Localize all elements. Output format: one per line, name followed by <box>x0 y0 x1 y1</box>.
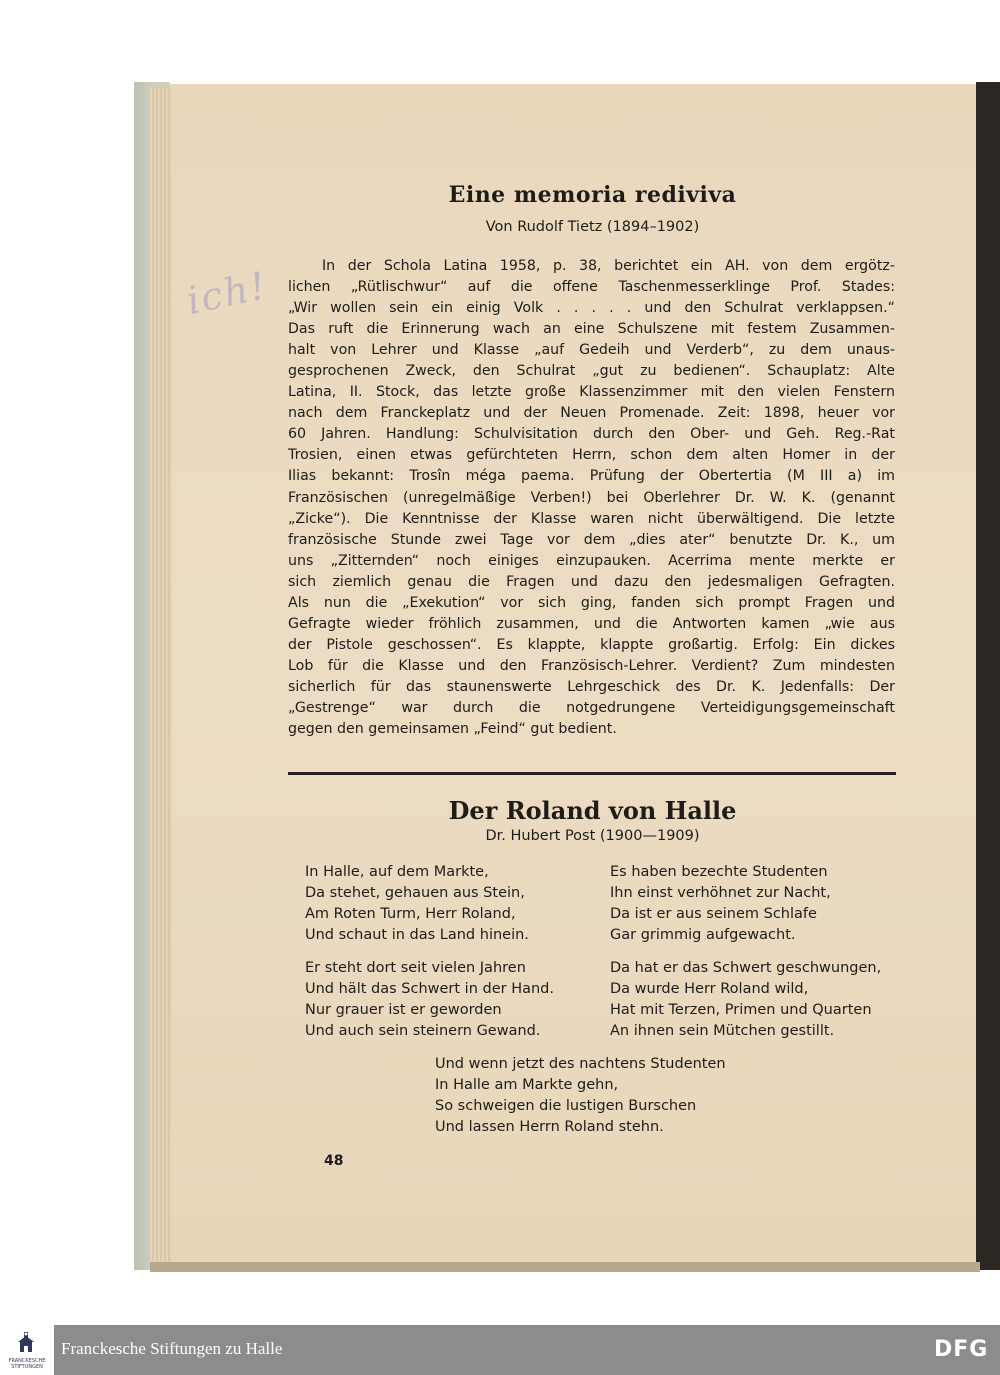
logo-caption: FRANCKESCHE STIFTUNGEN <box>8 1358 46 1370</box>
body-line: Gefragte wieder fröhlich zusammen, und die Antworten kamen „wie aus <box>288 615 895 632</box>
poem-line: Und auch sein steinern Gewand. <box>305 1023 541 1039</box>
body-line: „Gestrenge“ war durch die notgedrungene Verteidigungsgemeinschaft <box>288 699 895 716</box>
poem-line: Gar grimmig aufgewacht. <box>610 927 796 943</box>
body-line: gegen den gemeinsamen „Feind“ gut bedient. <box>288 721 617 738</box>
poem-line: Da wurde Herr Roland wild, <box>610 981 809 997</box>
poem-stanza-4 <box>610 958 881 1042</box>
body-line: halt von Lehrer und Klasse „auf Gedeih und Verderb“, zu dem unaus- <box>288 342 895 359</box>
orphanage-emblem-icon <box>12 1330 40 1356</box>
poem-line: Nur grauer ist er geworden <box>305 1002 502 1018</box>
poem-line: In Halle am Markte gehn, <box>435 1077 619 1093</box>
body-line: 60 Jahren. Handlung: Schulvisitation durch den Ober- und Geh. Reg.-Rat <box>288 426 895 443</box>
poem-line: In Halle, auf dem Markte, <box>305 864 489 880</box>
body-line: Französischen (unregelmäßige Verben!) bei Oberlehrer Dr. W. K. (genannt <box>288 489 895 506</box>
poem-line: Da ist er aus seinem Schlafe <box>610 906 817 922</box>
poem-line: Hat mit Terzen, Primen und Quarten <box>610 1002 872 1018</box>
poem-line: Und hält das Schwert in der Hand. <box>305 981 554 997</box>
section-divider <box>288 772 896 775</box>
poem-line: Da stehet, gehauen aus Stein, <box>305 885 525 901</box>
poem-stanza-5 <box>435 1054 726 1138</box>
poem-title: Der Roland von Halle <box>448 796 737 825</box>
poem-stanza-3 <box>305 958 554 1042</box>
body-line: Lob für die Klasse und den Französisch-Lehrer. Verdient? Zum mindesten <box>288 657 895 674</box>
body-line: „Zicke“). Die Kenntnisse der Klasse waren nicht überwältigend. Die letzte <box>288 510 895 527</box>
poem-line: Es haben bezechte Studenten <box>610 864 828 880</box>
body-line: sich ziemlich genau die Fragen und dazu den jedesmaligen Gefragten. <box>288 573 895 590</box>
article-title: Eine memoria rediviva <box>448 182 737 208</box>
poem-line: Und wenn jetzt des nachtens Studenten <box>435 1056 726 1072</box>
institution-logo[interactable] <box>0 1325 54 1375</box>
poem-line: An ihnen sein Mütchen gestillt. <box>610 1023 835 1039</box>
body-line: Das ruft die Erinnerung wach an eine Schulszene mit festem Zusammen- <box>288 321 895 338</box>
body-line: Ilias bekannt: Trosîn méga paema. Prüfung der Obertertia (M III a) im <box>288 468 895 485</box>
article-body <box>288 256 895 740</box>
footer-bar <box>0 1325 1000 1375</box>
body-line: Als nun die „Exekution“ vor sich ging, fanden sich prompt Fragen und <box>288 594 895 611</box>
body-line: sicherlich für das staunenswerte Lehrgeschick des Dr. K. Jedenfalls: Der <box>288 678 895 695</box>
body-line: nach dem Franckeplatz und der Neuen Promenade. Zeit: 1898, heuer vor <box>288 405 895 422</box>
poem-byline: Dr. Hubert Post (1900—1909) <box>485 828 700 844</box>
poem-line: Er steht dort seit vielen Jahren <box>305 960 526 976</box>
poem-line: Da hat er das Schwert geschwungen, <box>610 960 882 976</box>
page-stack-edge <box>150 88 172 1268</box>
dfg-logo[interactable]: DFG <box>934 1337 989 1362</box>
body-line: Latina, II. Stock, das letzte große Klassenzimmer mit den vielen Fenstern <box>288 384 895 401</box>
body-line: lichen „Rütlischwur“ auf die offene Taschenmesserklinge Prof. Stades: <box>288 279 895 296</box>
institution-name[interactable]: Franckesche Stiftungen zu Halle <box>61 1339 283 1358</box>
poem-line: Und lassen Herrn Roland stehn. <box>435 1119 664 1135</box>
body-line: gesprochenen Zweck, den Schulrat „gut zu bedienen“. Schauplatz: Alte <box>288 363 895 380</box>
book-gutter <box>976 82 1000 1270</box>
body-line: In der Schola Latina 1958, p. 38, berichtet ein AH. von dem ergötz- <box>322 258 895 274</box>
margin-handwriting: ich! <box>182 263 272 324</box>
body-line: „Wir wollen sein ein einig Volk . . . . . und den Schulrat verklappsen.“ <box>288 300 895 317</box>
poem-line: Am Roten Turm, Herr Roland, <box>305 906 516 922</box>
poem-line: Ihn einst verhöhnet zur Nacht, <box>610 885 831 901</box>
body-line: der Pistole geschossen“. Es klappte, klappte großartig. Erfolg: Ein dickes <box>288 636 895 653</box>
article-byline: Von Rudolf Tietz (1894–1902) <box>485 219 700 235</box>
poem-line: So schweigen die lustigen Burschen <box>435 1098 697 1114</box>
body-line: uns „Zitternden“ noch einiges einzupauken. Acerrima mente merkte er <box>288 552 895 569</box>
poem-stanza-2 <box>610 862 831 946</box>
poem-line: Und schaut in das Land hinein. <box>305 927 529 943</box>
body-line: Trosien, einen etwas gefürchteten Herrn, schon dem alten Homer in der <box>288 447 895 464</box>
page-bottom-edge <box>150 1262 980 1272</box>
poem-stanza-1 <box>305 862 529 946</box>
page-number: 48 <box>324 1153 344 1169</box>
body-line: französische Stunde zwei Tage vor dem „dies ater“ benutzte Dr. K., um <box>288 531 895 548</box>
